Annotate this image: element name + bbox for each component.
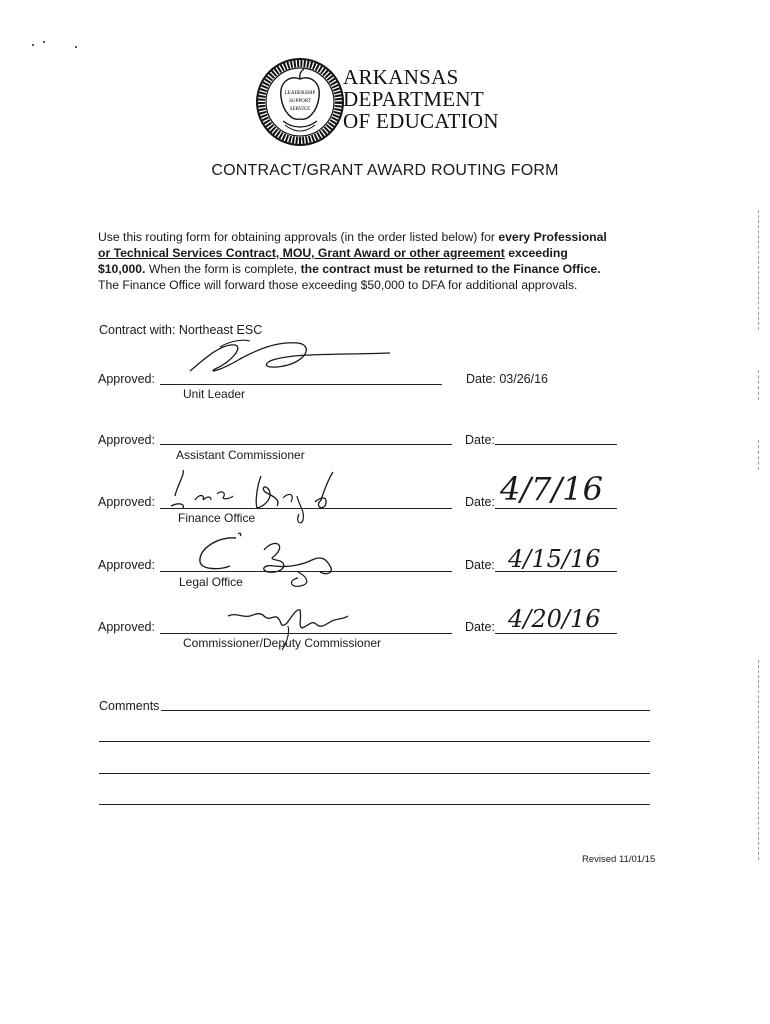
intro-bold-2: exceeding	[504, 246, 568, 260]
approved-label: Approved:	[98, 433, 155, 447]
scan-speck	[75, 46, 77, 48]
approved-label: Approved:	[98, 558, 155, 572]
scan-edge-mark	[758, 440, 761, 470]
role-assistant-commissioner: Assistant Commissioner	[176, 448, 305, 462]
role-finance-office: Finance Office	[178, 511, 256, 525]
intro-text-2: When the form is complete,	[145, 262, 301, 276]
date-label: Date:	[465, 558, 495, 572]
intro-text-3: The Finance Office will forward those exceeding $50,000 to DFA for additional approvals.	[98, 278, 578, 292]
comments-line[interactable]	[99, 741, 650, 742]
scan-edge-mark	[758, 210, 761, 330]
signature-commissioner-icon	[220, 604, 360, 654]
date-line[interactable]	[495, 508, 617, 509]
intro-text-1: Use this routing form for obtaining approvals (in the order listed below) for	[98, 230, 499, 244]
scan-edge-mark	[758, 370, 761, 400]
date-line[interactable]	[495, 444, 617, 445]
scan-edge-mark	[758, 660, 761, 860]
comments-line[interactable]	[99, 804, 650, 805]
comments-line[interactable]	[161, 710, 650, 711]
date-label: Date:	[465, 495, 495, 509]
scan-speck	[32, 44, 34, 46]
role-unit-leader: Unit Leader	[183, 387, 246, 401]
intro-bold-4: the contract must be returned to the Finance Office.	[300, 262, 601, 276]
approved-label: Approved:	[98, 372, 155, 386]
contract-with: Contract with: Northeast ESC	[99, 323, 263, 337]
signature-finance-office-icon	[165, 466, 355, 526]
instructions-paragraph	[98, 229, 658, 293]
signature-legal-office-icon	[180, 528, 350, 590]
department-seal-icon	[255, 57, 345, 147]
org-line-2: DEPARTMENT	[343, 87, 484, 111]
date-label: Date:	[465, 433, 495, 447]
svg-text:SUPPORT: SUPPORT	[289, 99, 311, 104]
revised-date: Revised 11/01/15	[582, 854, 656, 865]
org-line-3: OF EDUCATION	[343, 109, 499, 133]
date-line[interactable]	[495, 633, 617, 634]
signature-unit-leader-icon	[180, 333, 400, 381]
intro-underlined: or Technical Services Contract, MOU, Grant Award or other agreement	[98, 246, 505, 260]
approved-label: Approved:	[98, 620, 155, 634]
signature-line[interactable]	[160, 444, 452, 445]
handwritten-date-finance: 4/7/16	[500, 470, 603, 508]
comments-label: Comments	[99, 699, 160, 713]
scan-speck	[43, 41, 45, 43]
date-label: Date: 03/26/16	[466, 372, 549, 386]
handwritten-date-legal: 4/15/16	[508, 545, 601, 573]
form-title: CONTRACT/GRANT AWARD ROUTING FORM	[211, 162, 559, 179]
comments-line[interactable]	[99, 773, 650, 774]
organization-name	[343, 66, 499, 132]
role-legal-office: Legal Office	[179, 575, 243, 589]
org-line-1: ARKANSAS	[343, 65, 459, 89]
svg-text:LEADERSHIP: LEADERSHIP	[284, 91, 316, 96]
intro-bold-1: every Professional	[498, 230, 607, 244]
date-label: Date:	[465, 620, 495, 634]
handwritten-date-commissioner: 4/20/16	[508, 605, 601, 633]
signature-line[interactable]	[160, 384, 442, 385]
intro-bold-3: $10,000.	[98, 262, 146, 276]
role-commissioner: Commissioner/Deputy Commissioner	[183, 636, 382, 650]
approved-label: Approved:	[98, 495, 155, 509]
svg-text:SERVICE: SERVICE	[289, 107, 311, 112]
